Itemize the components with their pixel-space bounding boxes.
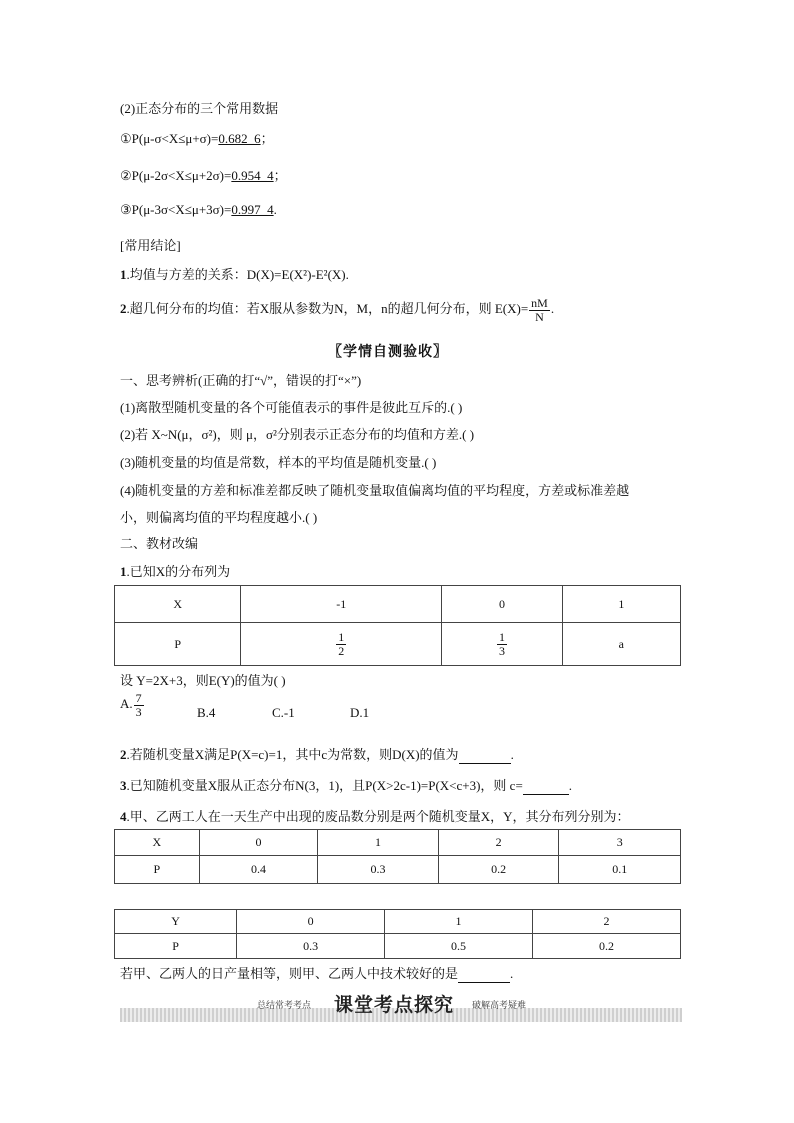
- table-cell: 0: [237, 910, 385, 934]
- part1-question-1: (1)离散型随机变量的各个可能值表示的事件是彼此互斥的.( ): [120, 400, 463, 415]
- distribution-table-worker-a: [114, 829, 681, 884]
- table-cell: 2: [438, 830, 559, 856]
- footer-title: 课堂考点探究: [334, 994, 455, 1016]
- part1-question-2: (2)若 X~N(μ，σ²)，则 μ，σ²分别表示正态分布的均值和方差.( ): [120, 427, 475, 442]
- table-row: [115, 830, 681, 856]
- normal-item-2-punct: ；: [273, 168, 287, 183]
- table-cell: P: [115, 934, 237, 959]
- fraction-denominator: N: [535, 309, 544, 324]
- option-d: D.1: [350, 705, 370, 720]
- answer-blank[interactable]: [458, 966, 510, 983]
- problem-4-question-text: 若甲、乙两人的日产量相等，则甲、乙两人中技术较好的是: [120, 966, 459, 981]
- table-cell: 0.5: [385, 934, 533, 959]
- problem-2-number: 2: [120, 747, 127, 762]
- table-cell: 1: [385, 910, 533, 934]
- table-cell: P: [115, 623, 241, 666]
- table-cell: [442, 623, 562, 666]
- fraction-numerator: 1: [338, 629, 345, 644]
- normal-item-1-expr: ①P(μ-σ<X≤μ+σ)=: [120, 131, 219, 146]
- fraction-denominator: 3: [498, 643, 505, 658]
- normal-item-2-expr: ②P(μ-2σ<X≤μ+2σ)=: [120, 168, 232, 183]
- problem-4: [120, 806, 630, 825]
- table-cell: 2: [533, 910, 681, 934]
- normal-item-3-value: 0.997_4: [231, 202, 274, 217]
- fraction-numerator: nM: [531, 296, 548, 310]
- distribution-table-x: [114, 585, 681, 666]
- footer-right-text: 破解高考疑难: [472, 1001, 527, 1011]
- table-cell: 0.2: [533, 934, 681, 959]
- conclusion-1-text: .均值与方差的关系：D(X)=E(X²)-E²(X).: [126, 267, 349, 282]
- table-cell: 1: [318, 830, 439, 856]
- option-a-fraction: [134, 692, 144, 718]
- table-row: [115, 910, 681, 934]
- table-row: [115, 934, 681, 959]
- normal-item-3: [120, 202, 277, 218]
- normal-item-1-punct: ；: [260, 131, 274, 146]
- problem-4-question: [120, 963, 513, 983]
- conclusion-2: [120, 297, 554, 323]
- conclusion-1-number: 1: [120, 267, 127, 282]
- problem-1-text: .已知X的分布列为: [126, 564, 231, 579]
- probability-fraction: [497, 631, 507, 657]
- normal-item-3-punct: .: [273, 202, 277, 217]
- table-cell: P: [115, 856, 200, 884]
- normal-item-2: [120, 165, 287, 184]
- normal-heading: (2)正态分布的三个常用数据: [120, 101, 279, 116]
- fraction-denominator: 2: [338, 643, 345, 658]
- problem-2-text: .若随机变量X满足P(X=c)=1，其中c为常数，则D(X)的值为: [126, 747, 459, 762]
- problem-4-number: 4: [120, 809, 127, 824]
- normal-item-2-value: 0.954_4: [231, 168, 274, 183]
- table-cell: X: [115, 830, 200, 856]
- problem-3-number: 3: [120, 778, 127, 793]
- conclusion-2-end: .: [550, 301, 555, 317]
- table-cell: 1: [562, 586, 680, 623]
- table-cell: 0.3: [237, 934, 385, 959]
- conclusions-heading: [常用结论]: [120, 238, 181, 253]
- answer-blank[interactable]: [523, 778, 569, 795]
- probability-fraction: [336, 631, 346, 657]
- distribution-table-worker-b: [114, 909, 681, 959]
- fraction-denominator: 3: [135, 704, 142, 719]
- problem-2: [120, 744, 514, 764]
- normal-item-1: [120, 128, 274, 147]
- conclusion-2-number: 2: [120, 301, 127, 317]
- part2-heading: 二、教材改编: [120, 536, 199, 551]
- table-cell: Y: [115, 910, 237, 934]
- problem-1-options: [120, 692, 145, 718]
- option-a-label: A.: [120, 696, 133, 712]
- conclusion-1: [120, 264, 349, 283]
- problem-1-question: 设 Y=2X+3，则E(Y)的值为( ): [120, 673, 286, 688]
- problem-2-end: .: [510, 747, 514, 762]
- table-cell: 0.2: [438, 856, 559, 884]
- table-row: [115, 623, 681, 666]
- problem-3-end: .: [568, 778, 573, 793]
- part1-question-3: (3)随机变量的均值是常数，样本的平均值是随机变量.( ): [120, 455, 437, 470]
- part1-question-4-line1: (4)随机变量的方差和标准差都反映了随机变量取值偏离均值的平均程度，方差或标准差越: [120, 483, 630, 498]
- answer-blank[interactable]: [459, 747, 511, 764]
- part1-heading: 一、思考辨析(正确的打“√”，错误的打“×”): [120, 373, 362, 388]
- table-cell: 0.1: [559, 856, 681, 884]
- conclusion-2-text: .超几何分布的均值：若X服从参数为N，M，n的超几何分布，则 E(X)=: [126, 301, 529, 317]
- fraction-numerator: 1: [498, 629, 505, 644]
- table-row: [115, 586, 681, 623]
- normal-item-1-value: 0.682_6: [218, 131, 261, 146]
- section-banner: 〖学情自测验收〗: [328, 344, 448, 360]
- table-cell: 0: [442, 586, 562, 623]
- part1-question-4-line2: 小，则偏离均值的平均程度越小.( ): [120, 510, 318, 525]
- problem-4-text: .甲、乙两工人在一天生产中出现的废品数分别是两个随机变量X，Y，其分布列分别为：: [126, 809, 630, 824]
- option-c: C.-1: [272, 705, 295, 720]
- fraction-numerator: 7: [135, 691, 142, 705]
- table-cell: 0.3: [318, 856, 439, 884]
- conclusion-2-fraction: [529, 297, 550, 323]
- table-row: [115, 856, 681, 884]
- problem-1-stem: [120, 561, 230, 580]
- table-cell: a: [562, 623, 680, 666]
- table-cell: -1: [241, 586, 442, 623]
- table-cell: [241, 623, 442, 666]
- problem-3: [120, 775, 572, 795]
- problem-3-text: .已知随机变量X服从正态分布N(3，1)，且P(X>2c-1)=P(X<c+3)，则 c=: [126, 778, 523, 793]
- problem-1-number: 1: [120, 564, 127, 579]
- table-cell: 3: [559, 830, 681, 856]
- footer-left-text: 总结常考考点: [257, 1001, 312, 1011]
- table-cell: 0: [199, 830, 318, 856]
- table-cell: 0.4: [199, 856, 318, 884]
- problem-4-question-end: .: [510, 966, 514, 981]
- table-cell: X: [115, 586, 241, 623]
- option-b: B.4: [197, 705, 216, 720]
- normal-item-3-expr: ③P(μ-3σ<X≤μ+3σ)=: [120, 202, 232, 217]
